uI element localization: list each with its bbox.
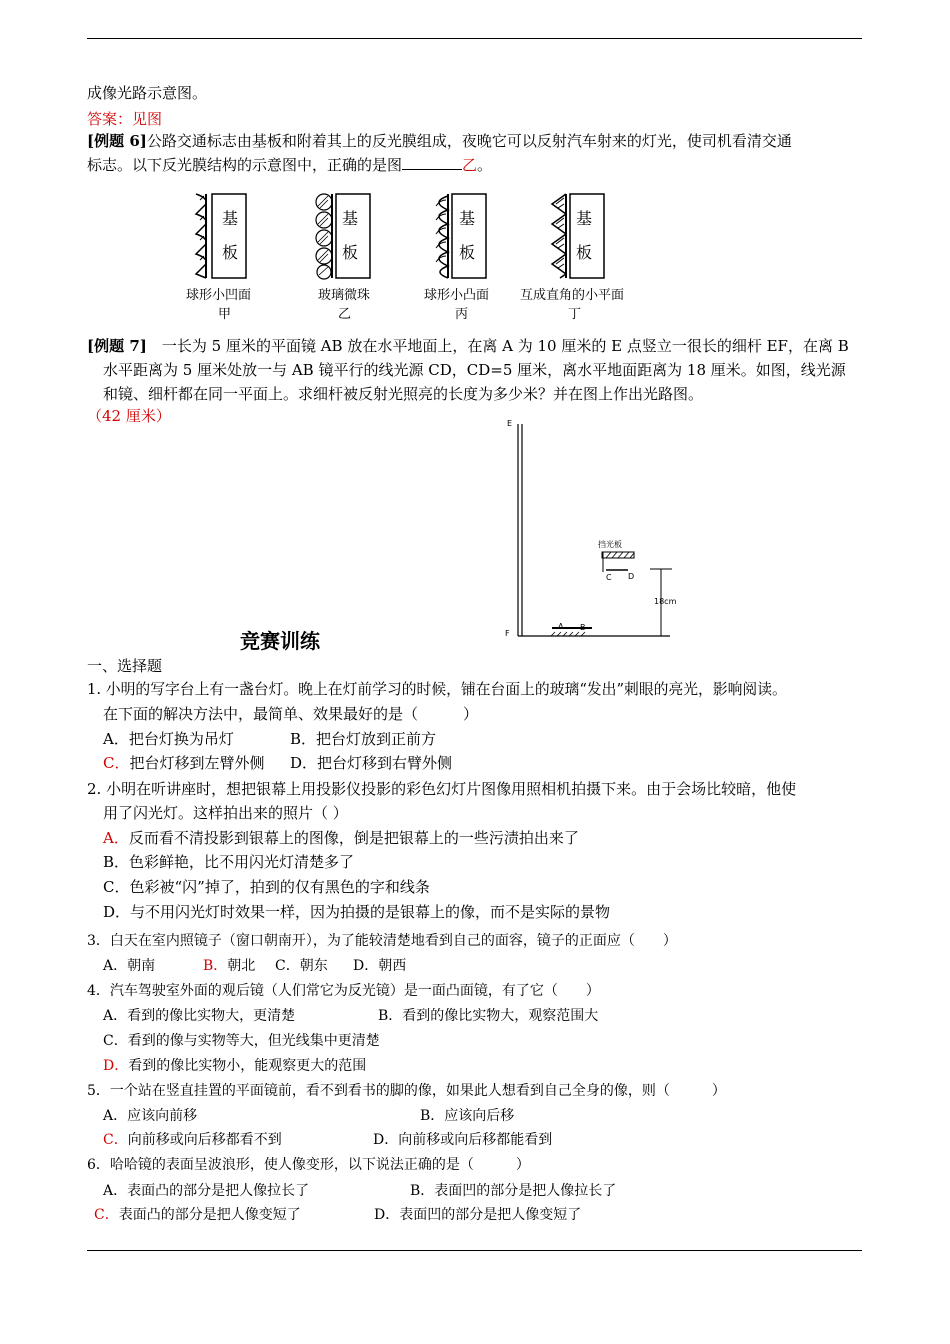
q2-option-b: B．色彩鲜艳，比不用闪光灯清楚多了 <box>103 853 355 871</box>
q4-option-d-text: 看到的像比实物小，能观察更大的范围 <box>128 1058 367 1074</box>
example6-answer: 乙 <box>462 156 478 174</box>
q3-option-c: C．朝东 <box>275 958 328 974</box>
diagram-label-D: D <box>628 572 635 581</box>
figure-d-letter: 丁 <box>568 307 582 322</box>
diagram-label-shield: 挡光板 <box>598 540 622 549</box>
example7-line1 <box>87 336 849 356</box>
diagram-label-A: A <box>558 622 564 631</box>
q1-option-c-text: 把台灯移到左臂外侧 <box>129 754 265 772</box>
bottom-rule <box>87 1250 862 1251</box>
q4-line1: 4．汽车驾驶室外面的观后镜（人们常它为反光镜）是一面凸面镜，有了它（ ） <box>87 983 600 999</box>
q4-option-c: C．看到的像与实物等大，但光线集中更清楚 <box>103 1033 380 1049</box>
figure-d-board2: 板 <box>576 243 593 262</box>
q4-option-a: A．看到的像比实物大，更清楚 <box>103 1008 296 1024</box>
figure-b-caption: 玻璃微珠 <box>318 288 371 303</box>
q6-option-a: A．表面凸的部分是把人像拉长了 <box>103 1183 310 1199</box>
figure-a-board1: 基 <box>222 209 239 228</box>
q5-option-c-text: 向前移或向后移都看不到 <box>127 1132 282 1148</box>
q6-option-b: B．表面凹的部分是把人像拉长了 <box>410 1183 617 1199</box>
example6-period: 。 <box>477 156 493 174</box>
figure-c-caption: 球形小凸面 <box>424 288 490 303</box>
diagram-label-height: 18cm <box>654 597 677 606</box>
example7-tag: [例题 7] <box>87 337 147 355</box>
q3-option-d: D．朝西 <box>353 958 407 974</box>
diagram-label-E: E <box>507 419 513 428</box>
example7-line3: 和镜、细杆都在同一平面上。求细杆被反射光照亮的长度为多少米？并在图上作出光路图。 <box>103 385 704 403</box>
q5-option-c-letter: C． <box>103 1132 128 1148</box>
figure-c-letter: 丙 <box>455 307 469 322</box>
diagram-label-C: C <box>606 573 612 582</box>
example6-text: 公路交通标志由基板和附着其上的反光膜组成，夜晚它可以反射汽车射来的灯光，使司机看清交通 <box>146 132 792 150</box>
answer-label: 答案：见图 <box>87 110 163 128</box>
q3-option-b <box>203 956 255 976</box>
q1-option-c-letter: C． <box>103 754 130 772</box>
q1-line1: 1. 小明的写字台上有一盏台灯。晚上在灯前学习的时候，铺在台面上的玻璃“发出”刺眼的亮光，影响阅读。 <box>87 681 787 698</box>
q4-option-d <box>103 1056 366 1076</box>
q5-line1: 5．一个站在竖直挂置的平面镜前，看不到看书的脚的像，如果此人想看到自己全身的像，则（ ） <box>87 1083 726 1099</box>
figure-b-board1: 基 <box>342 209 359 228</box>
example7-line2: 水平距离为 5 厘米处放一与 AB 镜平行的线光源 CD，CD=5 厘米，离水平地面距离为 18 厘米。如图，线光源 <box>103 361 846 379</box>
q3-line1: 3．白天在室内照镜子（窗口朝南开），为了能较清楚地看到自己的面容，镜子的正面应（ ） <box>87 933 677 949</box>
q5-option-a: A．应该向前移 <box>103 1108 198 1124</box>
intro-line: 成像光路示意图。 <box>87 84 208 102</box>
q2-option-a-text: 反而看不清投影到银幕上的图像，倒是把银幕上的一些污渍拍出来了 <box>128 829 579 847</box>
q6-option-c <box>94 1205 301 1225</box>
mirror-diagram <box>500 414 680 646</box>
q3-option-b-text: 朝北 <box>227 958 256 974</box>
q3-option-b-letter: B． <box>203 958 228 974</box>
q4-option-d-letter: D． <box>103 1058 129 1074</box>
q2-option-d: D．与不用闪光灯时效果一样，因为拍摄的是银幕上的像，而不是实际的景物 <box>103 903 611 921</box>
diagram-label-F: F <box>505 629 510 638</box>
figure-glass-beads <box>308 188 388 284</box>
figure-b-board2: 板 <box>342 243 359 262</box>
q6-option-c-letter: C． <box>94 1207 119 1223</box>
q6-option-d: D．表面凹的部分是把人像变短了 <box>374 1207 582 1223</box>
q2-option-a-letter: A． <box>103 829 129 847</box>
figure-convex <box>424 188 504 284</box>
q2-option-a <box>103 828 579 848</box>
example7-text1: 一长为 5 厘米的平面镜 AB 放在水平地面上，在离 A 为 10 厘米的 E 点竖立一很长的细杆 EF，在离 B <box>161 337 849 355</box>
q1-option-d: D．把台灯移到右臂外侧 <box>290 754 453 772</box>
figure-concave <box>186 188 266 284</box>
figure-d-caption: 互成直角的小平面 <box>520 288 625 303</box>
top-rule <box>87 38 862 39</box>
figure-d-board1: 基 <box>576 209 593 228</box>
figure-a-letter: 甲 <box>218 307 232 322</box>
q1-option-c <box>103 753 265 773</box>
example7-answer: （42 厘米） <box>87 407 171 425</box>
q2-option-c: C．色彩被“闪”掉了，拍到的仅有黑色的字和线条 <box>103 878 430 896</box>
q1-option-a: A．把台灯换为吊灯 <box>103 730 234 748</box>
figure-c-board2: 板 <box>459 243 476 262</box>
q5-option-c <box>103 1130 282 1150</box>
example6-line1 <box>87 131 792 151</box>
section-title: 竞赛训练 <box>240 629 320 653</box>
q2-line1: 2. 小明在听讲座时，想把银幕上用投影仪投影的彩色幻灯片图像用照相机拍摄下来。由于会场比较暗，他使 <box>87 780 797 798</box>
q3-option-a: A．朝南 <box>103 958 156 974</box>
figure-b-letter: 乙 <box>338 307 352 322</box>
example6-tag: [例题 6] <box>87 132 147 150</box>
q6-option-c-text: 表面凸的部分是把人像变短了 <box>118 1207 301 1223</box>
figure-right-angle <box>540 188 620 284</box>
diagram-label-B: B <box>580 623 586 632</box>
q5-option-d: D．向前移或向后移都能看到 <box>373 1132 553 1148</box>
q1-line2: 在下面的解决方法中，最简单、效果最好的是（ ） <box>103 705 479 723</box>
figure-a-board2: 板 <box>222 243 239 262</box>
q2-line2: 用了闪光灯。这样拍出来的照片（ ） <box>103 804 348 822</box>
q1-option-b: B．把台灯放到正前方 <box>290 730 437 748</box>
q5-option-b: B．应该向后移 <box>420 1108 515 1124</box>
example6-question: 标志。以下反光膜结构的示意图中，正确的是图 <box>87 156 403 174</box>
part-heading: 一、选择题 <box>87 657 163 675</box>
q4-option-b: B．看到的像比实物大，观察范围大 <box>378 1008 599 1024</box>
figure-a-caption: 球形小凹面 <box>186 288 252 303</box>
figure-c-board1: 基 <box>459 209 476 228</box>
answer-blank <box>402 155 462 170</box>
example6-line2 <box>87 155 492 175</box>
q6-line1: 6．哈哈镜的表面呈波浪形，使人像变形，以下说法正确的是（ ） <box>87 1157 530 1173</box>
